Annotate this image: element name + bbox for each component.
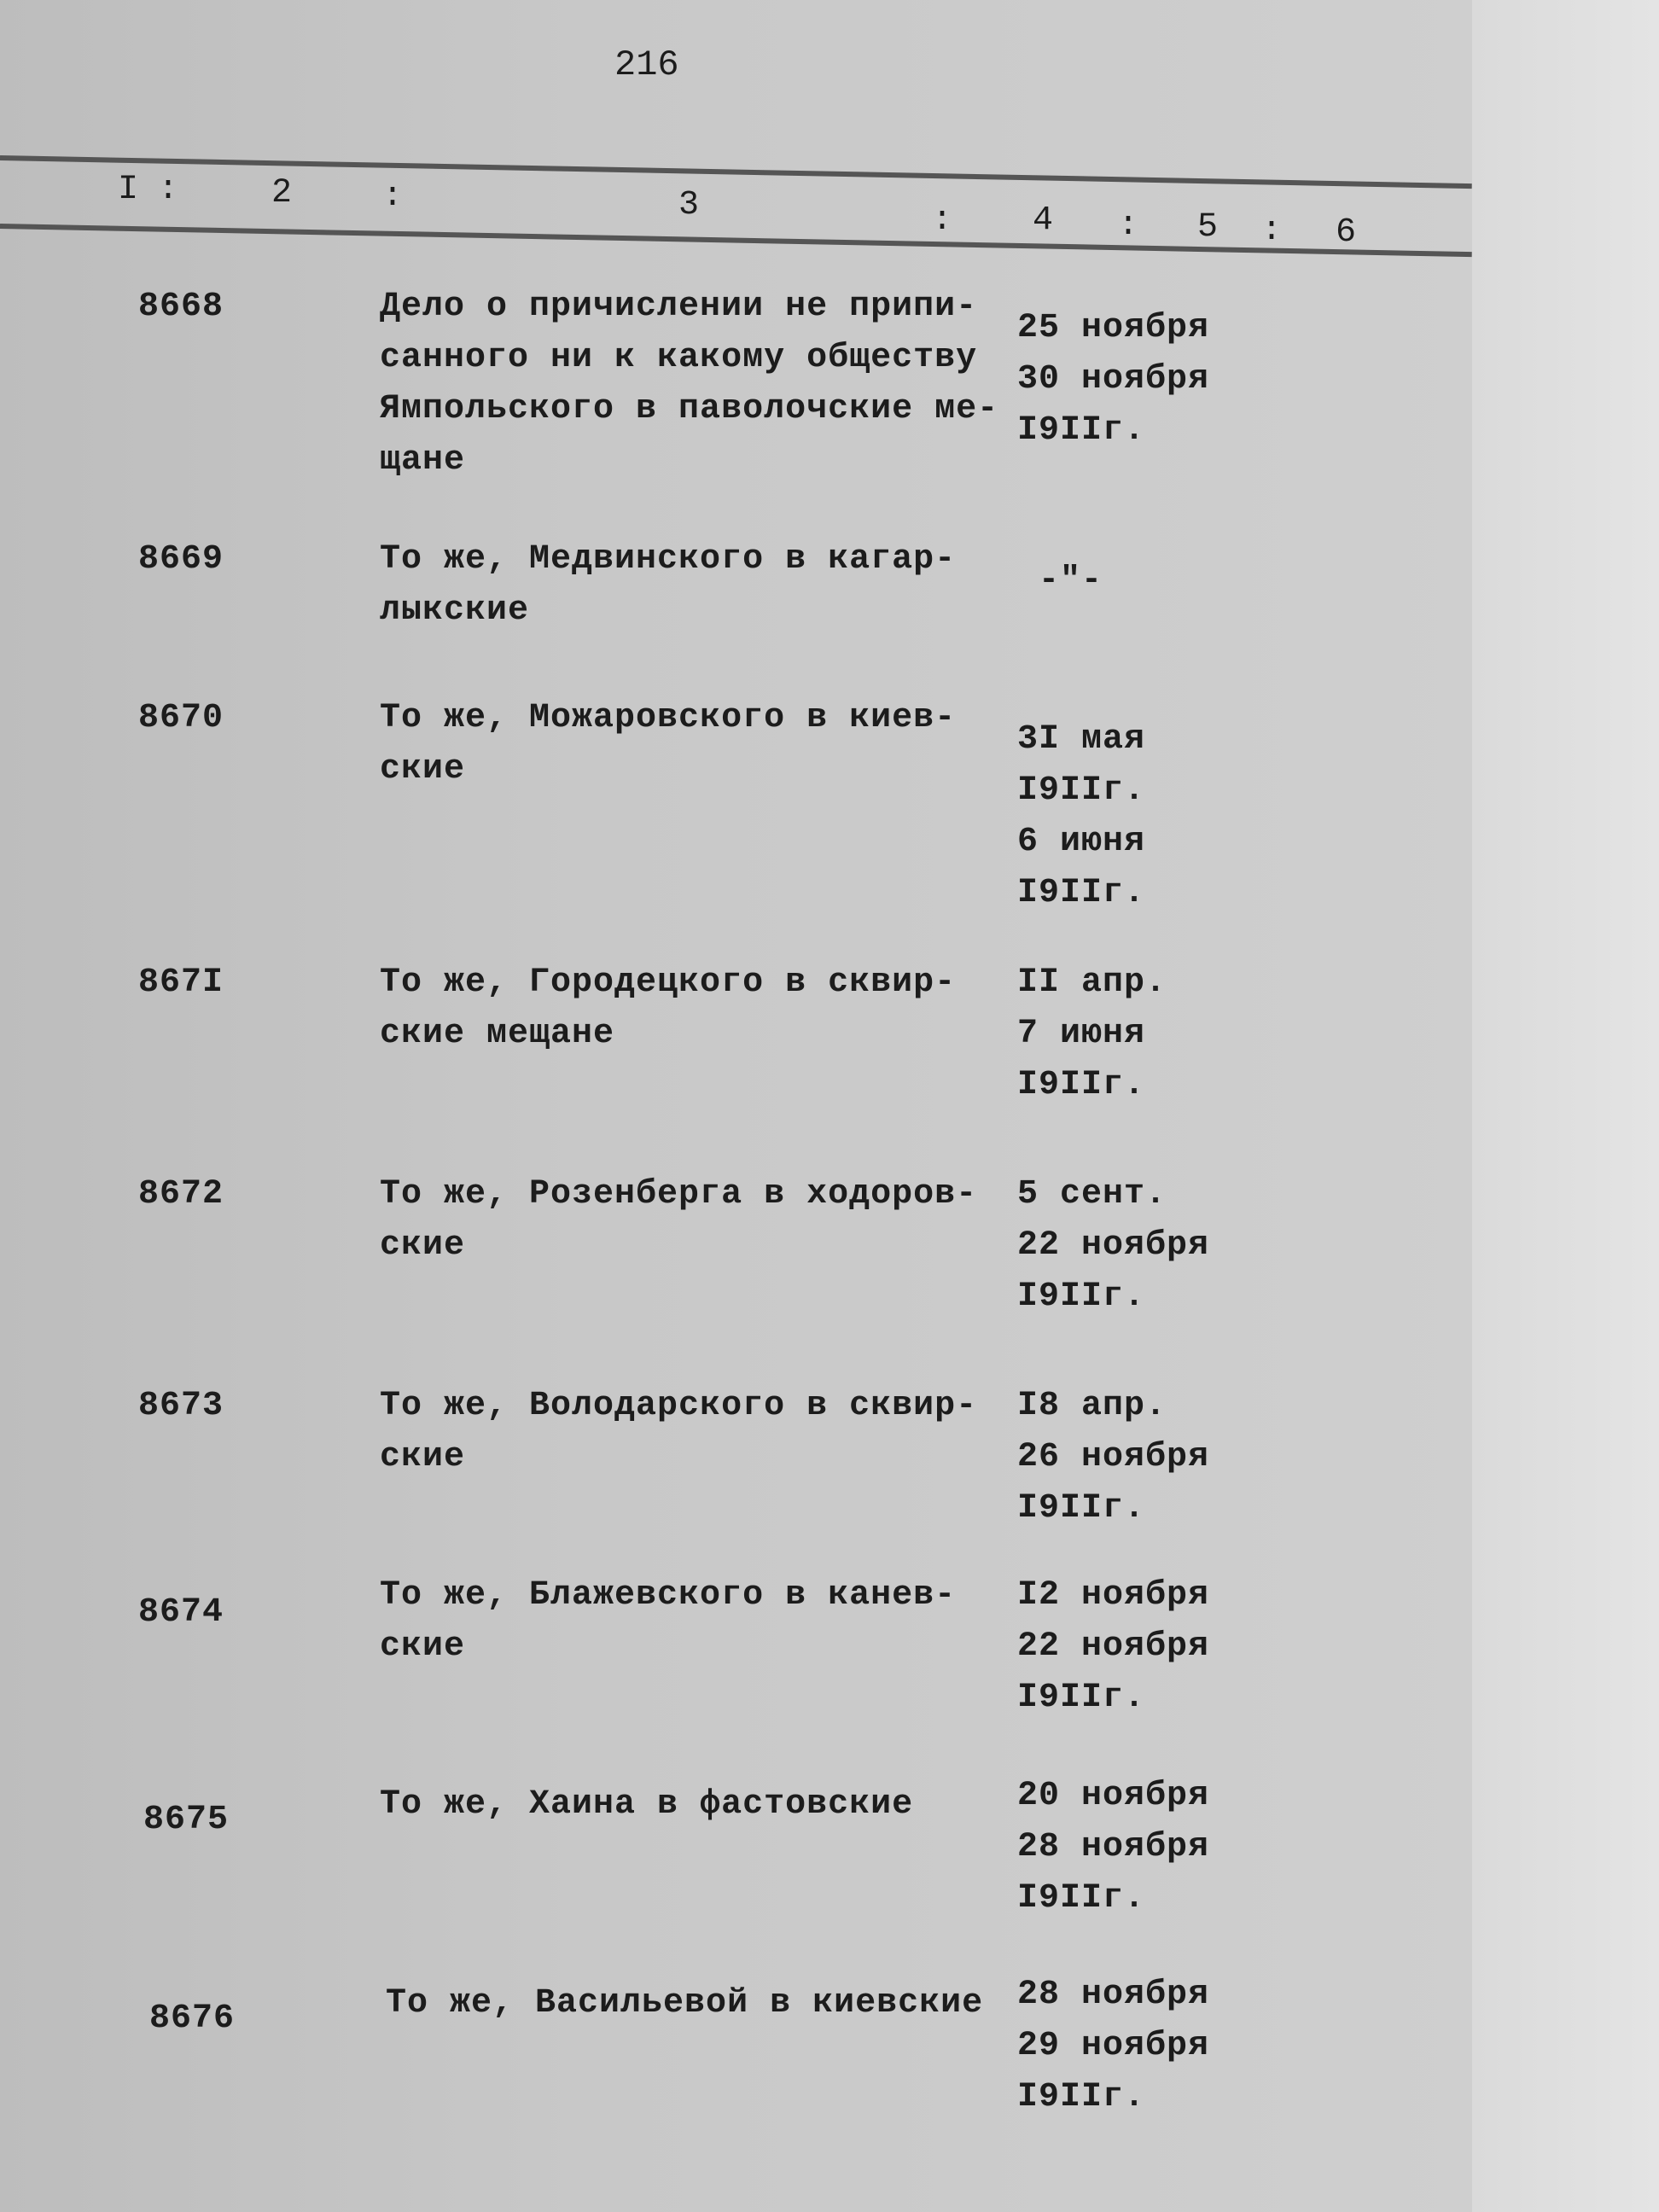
record-description: То же, Розенберга в ходоров- ские xyxy=(380,1175,978,1265)
record-dates: I2 ноября 22 ноября I9IIг. xyxy=(1017,1576,1210,1717)
record-description: То же, Городецкого в сквир- ские мещане xyxy=(380,963,957,1053)
record-dates: 25 ноября 30 ноября I9IIг. xyxy=(1017,309,1210,450)
record-number: 8669 xyxy=(138,540,224,579)
col-separator: : xyxy=(1261,212,1283,250)
col-separator: : xyxy=(932,201,953,240)
record-number: 867I xyxy=(138,963,224,1002)
record-description: То же, Володарского в сквир- ские xyxy=(380,1387,978,1476)
record-number: 8672 xyxy=(138,1175,224,1214)
page-number: 216 xyxy=(614,44,679,85)
col-5-header: 5 xyxy=(1197,208,1219,247)
record-dates: I8 апр. 26 ноября I9IIг. xyxy=(1017,1387,1210,1528)
record-dates: 28 ноября 29 ноября I9IIг. xyxy=(1017,1976,1210,2116)
col-separator: : xyxy=(158,171,179,209)
col-1-header: I xyxy=(118,171,139,209)
record-number: 8673 xyxy=(138,1387,224,1425)
record-dates: 3I мая I9IIг. 6 июня I9IIг. xyxy=(1017,720,1146,912)
page-edge xyxy=(1472,0,1659,2212)
col-6-header: 6 xyxy=(1336,213,1357,252)
col-separator: : xyxy=(382,178,404,216)
record-description: То же, Можаровского в киев- ские xyxy=(380,699,957,789)
record-dates: 5 сент. 22 ноября I9IIг. xyxy=(1017,1175,1210,1316)
record-dates: 20 ноября 28 ноября I9IIг. xyxy=(1017,1777,1210,1918)
col-3-header: 3 xyxy=(678,186,700,224)
record-description: То же, Хаина в фастовские xyxy=(380,1785,914,1824)
record-number: 8670 xyxy=(138,699,224,737)
record-number: 8674 xyxy=(138,1593,224,1632)
record-number: 8675 xyxy=(143,1801,230,1839)
record-dates: -"- xyxy=(1017,562,1103,600)
record-number: 8676 xyxy=(149,2000,236,2038)
record-description: То же, Блажевского в канев- ские xyxy=(380,1576,957,1666)
record-description: Дело о причислении не припи- санного ни к какому обществу Ямпольского в паволочские ме- щане xyxy=(380,288,999,480)
record-description: То же, Васильевой в киевские xyxy=(386,1984,984,2023)
record-number: 8668 xyxy=(138,288,224,326)
col-2-header: 2 xyxy=(271,174,293,212)
record-dates: II апр. 7 июня I9IIг. xyxy=(1017,963,1167,1104)
col-separator: : xyxy=(1118,207,1139,245)
col-4-header: 4 xyxy=(1033,201,1054,240)
record-description: То же, Медвинского в кагар- лыкские xyxy=(380,540,957,630)
